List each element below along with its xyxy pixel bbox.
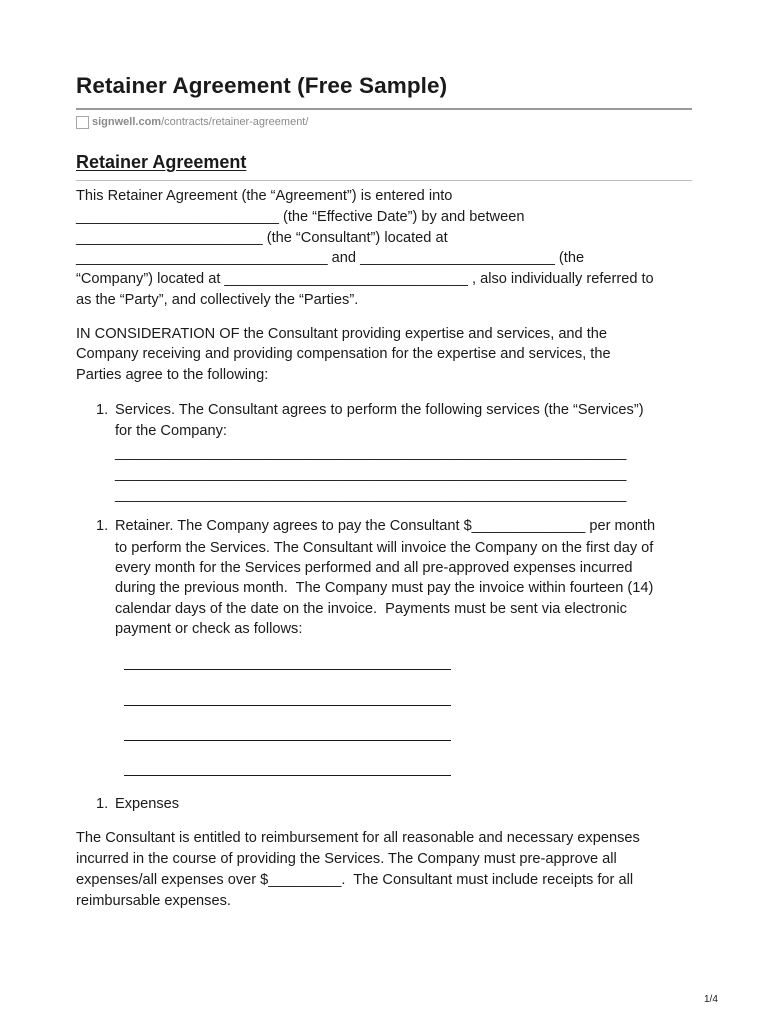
retainer-line: payment or check as follows: xyxy=(115,621,303,637)
services-line: for the Company: xyxy=(115,423,227,439)
section-heading: Retainer Agreement xyxy=(76,152,247,172)
source-link[interactable] xyxy=(76,114,308,130)
payment-blank-line xyxy=(124,740,451,741)
payment-blank-line xyxy=(124,705,451,706)
retainer-line: during the previous month. The Company must pay the invoice within fourteen (14) xyxy=(115,580,654,596)
services-number: 1. xyxy=(96,402,109,418)
page-number: 1/4 xyxy=(704,994,718,1005)
retainer-line: every month for the Services performed and all pre-approved expenses incurred xyxy=(115,560,633,576)
intro-line: This Retainer Agreement (the “Agreement”) is entered into xyxy=(76,188,453,204)
expenses-line: The Consultant is entitled to reimbursement for all reasonable and necessary expenses xyxy=(76,830,640,846)
intro-line: “Company”) located at ______________________________ , also individually referred to xyxy=(76,271,654,287)
intro-line: _________________________ (the “Effective Date”) by and between xyxy=(76,209,525,225)
payment-blank-line xyxy=(124,669,451,670)
title-divider xyxy=(76,108,692,110)
services-blank-line: _______________________________________________________________ xyxy=(115,445,627,461)
favicon-icon xyxy=(76,116,89,129)
retainer-number: 1. xyxy=(96,518,109,534)
expenses-line: incurred in the course of providing the Services. The Company must pre-approve all xyxy=(76,851,617,867)
retainer-line: Retainer. The Company agrees to pay the Consultant $______________ per month xyxy=(115,518,656,534)
intro-line: as the “Party”, and collectively the “Parties”. xyxy=(76,292,359,308)
services-blank-line: _______________________________________________________________ xyxy=(115,466,627,482)
retainer-line: to perform the Services. The Consultant will invoice the Company on the first day of xyxy=(115,540,654,556)
expenses-line: reimbursable expenses. xyxy=(76,893,231,909)
document-title: Retainer Agreement (Free Sample) xyxy=(76,73,448,98)
expenses-number: 1. xyxy=(96,796,109,812)
source-path[interactable]: /contracts/retainer-agreement/ xyxy=(161,116,309,128)
source-domain[interactable]: signwell.com xyxy=(92,116,162,128)
consideration-line: IN CONSIDERATION OF the Consultant providing expertise and services, and the xyxy=(76,326,608,342)
expenses-label: Expenses xyxy=(115,796,180,812)
intro-line: _______________________ (the “Consultant”) located at xyxy=(76,230,448,246)
intro-line: _______________________________ and ________________________ (the xyxy=(76,250,585,266)
consideration-line: Company receiving and providing compensation for the expertise and services, the xyxy=(76,346,611,362)
consideration-line: Parties agree to the following: xyxy=(76,367,269,383)
payment-blank-line xyxy=(124,775,451,776)
retainer-line: calendar days of the date on the invoice. Payments must be sent via electronic xyxy=(115,601,627,617)
services-blank-line: _______________________________________________________________ xyxy=(115,487,627,503)
heading-divider xyxy=(76,180,692,181)
expenses-line: expenses/all expenses over $_________. The Consultant must include receipts for all xyxy=(76,872,634,888)
services-line: Services. The Consultant agrees to perform the following services (the “Services”) xyxy=(115,402,644,418)
